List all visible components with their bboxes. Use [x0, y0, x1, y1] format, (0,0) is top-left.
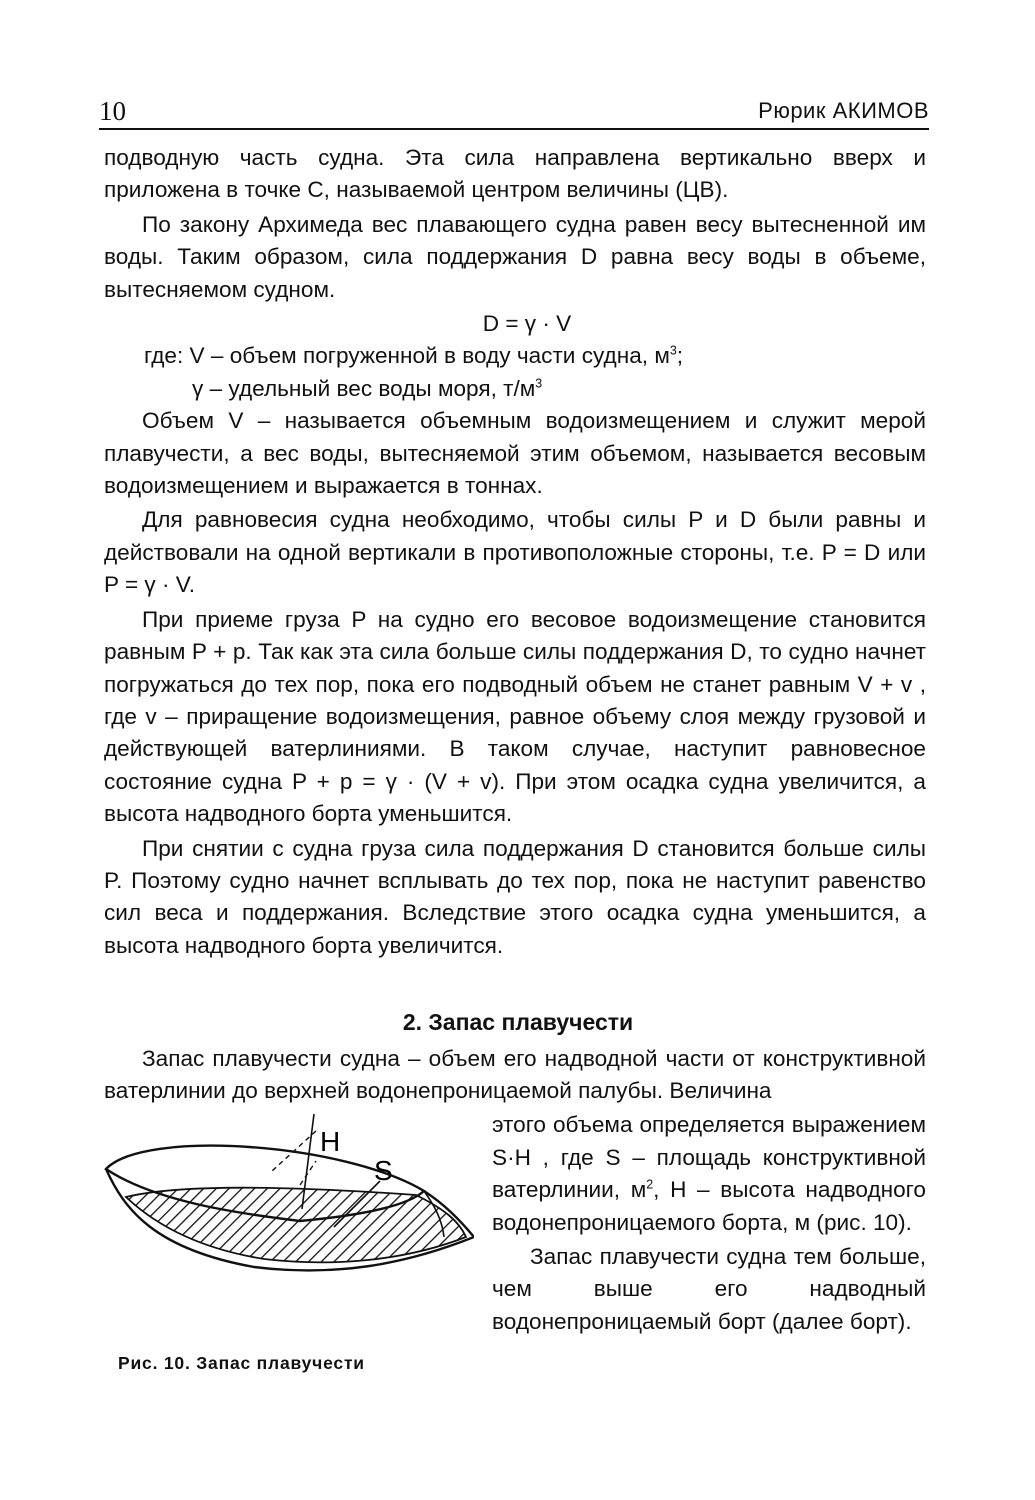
definition-v-sup: 3: [669, 343, 677, 358]
section-paragraph-1: Запас плавучести судна – объем его надводной части от конструктивной ватерлинии до верхней водонепроницаемой палубы. Величина: [104, 1045, 926, 1103]
figure-area: [104, 1109, 926, 1379]
formula-d: D = γ · V: [482, 311, 572, 337]
paragraph-1: подводную часть судна. Эта сила направлена вертикально вверх и приложена в точке С, называемой центром величины (ЦВ).: [104, 145, 926, 203]
header-rule: [99, 128, 929, 130]
paragraph-5: При приеме груза P на судно его весовое водоизмещение становится равным P + p. Так как эта сила больше силы поддержания D, то судно начнет погружаться до тех пор, пока его подводный объем не станет равным V + v , где v – приращение водоизмещения, равное объему слоя между грузовой и действующей ватерлиниями. В таком случае, наступит равновесное состояние судна P + p = γ · (V + v). При этом осадка судна увеличится, а высота надводного борта уменьшится.: [104, 606, 926, 827]
page-number: 10: [99, 96, 126, 126]
side-paragraph-1-sup: 2: [646, 1177, 654, 1192]
definition-v-text: где: V – объем погруженной в воду части судна, м: [144, 343, 670, 369]
definition-gamma-text: γ – удельный вес воды моря, т/м: [192, 375, 536, 401]
page-body: [104, 142, 926, 1379]
paragraph-2: По закону Архимеда вес плавающего судна равен весу вытесненной им воды. Таким образом, сила поддержания D равна весу воды в объеме, вытесняемом судном.: [104, 211, 926, 302]
definition-v: [104, 340, 926, 372]
paragraph-4: Для равновесия судна необходимо, чтобы силы P и D были равны и действовали на одной вертикали в противоположные стороны, т.е. P = D или P = γ · V.: [104, 507, 926, 598]
running-head: Рюрик АКИМОВ: [758, 98, 929, 123]
figure-caption: Рис. 10. Запас плавучести: [118, 1353, 365, 1374]
paragraph-6: При снятии с судна груза сила поддержания D становится больше силы P. Поэтому судно начнет всплывать до тех пор, пока не наступит равенство сил веса и поддержания. Вследствие этого осадка судна уменьшится, а высота надводного борта увеличится.: [104, 835, 926, 958]
label-s: S: [374, 1155, 393, 1187]
side-paragraph-1-a: этого объема определяется выражением S·H , где S – площадь конструктивной ватерлинии, м: [492, 1112, 926, 1203]
side-paragraph-1: [492, 1109, 926, 1239]
side-paragraph-2: Запас плавучести судна тем больше, чем выше его надводный водонепроницаемый борт (далее борт).: [492, 1244, 926, 1334]
definition-gamma: [104, 373, 926, 405]
hull-diagram: [104, 1109, 474, 1344]
paragraph-3: Объем V – называется объемным водоизмещением и служит мерой плавучести, а вес воды, вытесняемой этим объемом, называется весовым водоизмещением и выражается в тоннах.: [104, 408, 926, 499]
definition-gamma-sup: 3: [535, 376, 543, 391]
waterline-area: [126, 1188, 466, 1263]
label-h: H: [320, 1126, 341, 1158]
section-title: 2. Запас плавучести: [402, 1009, 634, 1036]
figure-10: [104, 1109, 474, 1379]
figure-side-text: [492, 1109, 926, 1338]
side-paragraph-1-b: , H – высота надводного водонепроницаемого борта, м (рис. 10).: [492, 1177, 926, 1235]
definition-v-end: ;: [676, 343, 684, 369]
